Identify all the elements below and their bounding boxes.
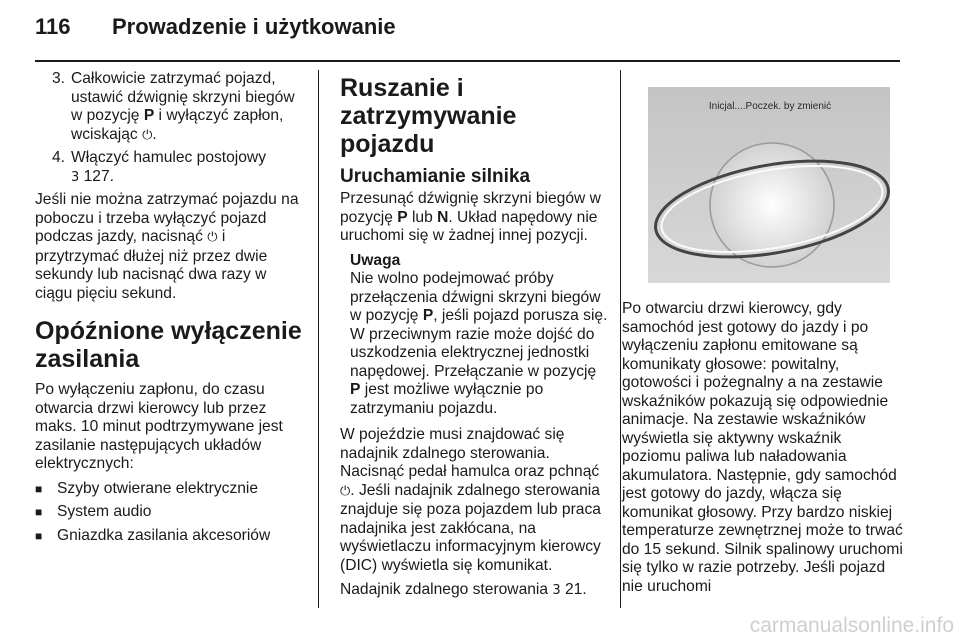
page-reference-icon: 3 xyxy=(552,583,561,598)
subsection-heading: Uruchamianie silnika xyxy=(340,166,531,187)
display-illustration xyxy=(622,75,902,290)
power-button-icon: ⏻ xyxy=(207,230,218,245)
bullet-item xyxy=(35,503,305,522)
column-3 xyxy=(622,300,904,602)
column-1 xyxy=(35,70,305,550)
bullet-text: System audio xyxy=(57,503,152,520)
column-2 xyxy=(340,70,608,607)
power-button-icon: ⏻ xyxy=(340,483,351,499)
display-message: Inicjal....Poczek. by zmienić xyxy=(708,101,832,112)
numbered-step-4 xyxy=(35,149,305,187)
note-title: Uwaga xyxy=(350,251,401,269)
page-reference-icon: 3 xyxy=(71,169,80,185)
column-divider-left xyxy=(318,70,319,608)
bullet-item xyxy=(35,527,305,546)
paragraph: Nadajnik zdalnego sterowania 3 21. xyxy=(340,581,587,598)
note-text: Nie wolno podejmować próby przełączenia dźwigni skrzyni biegów w pozycję P, jeśli pojazd porusza się. W przeciwnym razie może dojść do uszkodzenia elektrycznej jednostki napędowej. Przełączanie w pozycję P jest możliwe wyłącznie po zatrzymaniu pojazdu. xyxy=(350,270,608,417)
power-button-icon: ⏻ xyxy=(142,127,153,143)
instrument-display-image xyxy=(622,75,902,290)
paragraph: Przesunąć dźwignię skrzyni biegów w pozycję P lub N. Układ napędowy nie uruchomi się w żadnej innej pozycji. xyxy=(340,190,601,244)
bullet-text: Szyby otwierane elektrycznie xyxy=(57,479,259,497)
paragraph: Jeśli nie można zatrzymać pojazdu na poboczu i trzeba wyłączyć pojazd podczas jazdy, nacisnąć ⏻ i przytrzymać dłużej niż przez dwie sekundy lub nacisnąć dwa razy w ciągu pięciu sekund. xyxy=(35,191,299,302)
section-heading: Ruszanie i zatrzymywanie pojazdu xyxy=(340,74,517,158)
bullet-marker-icon: ■ xyxy=(35,481,43,496)
header-rule xyxy=(35,60,900,62)
step-number: 4. xyxy=(51,149,65,166)
page-number: 116 xyxy=(35,14,71,39)
paragraph: Po wyłączeniu zapłonu, do czasu otwarcia drzwi kierowcy lub przez maks. 10 minut podtrzymywane jest zasilanie następujących układów elektrycznych: xyxy=(35,381,283,472)
step-text: Całkowicie zatrzymać pojazd, ustawić dźwignię skrzyni biegów w pozycję P i wyłączyć zapłon, wciskając ⏻. xyxy=(71,70,295,143)
section-heading: Opóźnione wyłączenie zasilania xyxy=(35,317,302,373)
paragraph: Po otwarciu drzwi kierowcy, gdy samochód jest gotowy do jazdy i po wyłączeniu zapłonu emitowane są komunikaty głosowe: powitalny, gotowości i pożegnalny a na zestawie wskaźników pokazują się odpowiednie animacje. Na zestawie wskaźników wyświetla się aktywny wskaźnik poziomu paliwa lub naładowania akumulatora. Następnie, gdy samochód jest gotowy do jazdy, włącza się komunikat głosowy. Przy bardzo niskiej temperaturze zewnętrznej może to trwać do 15 sekund. Silnik spalinowy uruchomi się tylko w razie potrzeby. Jeśli pojazd nie uruchomi xyxy=(622,300,903,595)
bullet-marker-icon: ■ xyxy=(35,505,43,519)
step-text: Włączyć hamulec postojowy 3 127. xyxy=(71,149,266,185)
bullet-marker-icon: ■ xyxy=(35,528,43,543)
bullet-item xyxy=(35,480,305,499)
step-number: 3. xyxy=(51,70,65,87)
numbered-step-3 xyxy=(35,70,305,145)
page-header-title: Prowadzenie i użytkowanie xyxy=(112,14,396,39)
watermark: carmanualsonline.info xyxy=(749,614,954,637)
paragraph: W pojeździe musi znajdować się nadajnik zdalnego sterowania. Nacisnąć pedał hamulca oraz pchnąć ⏻. Jeśli nadajnik zdalnego sterowania znajduje się poza pojazdem lub praca nadajnika jest zakłócana, na wyświetlaczu informacyjnym kierowcy (DIC) wyświetla się komunikat. xyxy=(340,426,601,574)
bullet-text: Gniazdka zasilania akcesoriów xyxy=(57,526,271,544)
caution-note xyxy=(340,252,608,419)
column-divider-right xyxy=(620,70,621,608)
